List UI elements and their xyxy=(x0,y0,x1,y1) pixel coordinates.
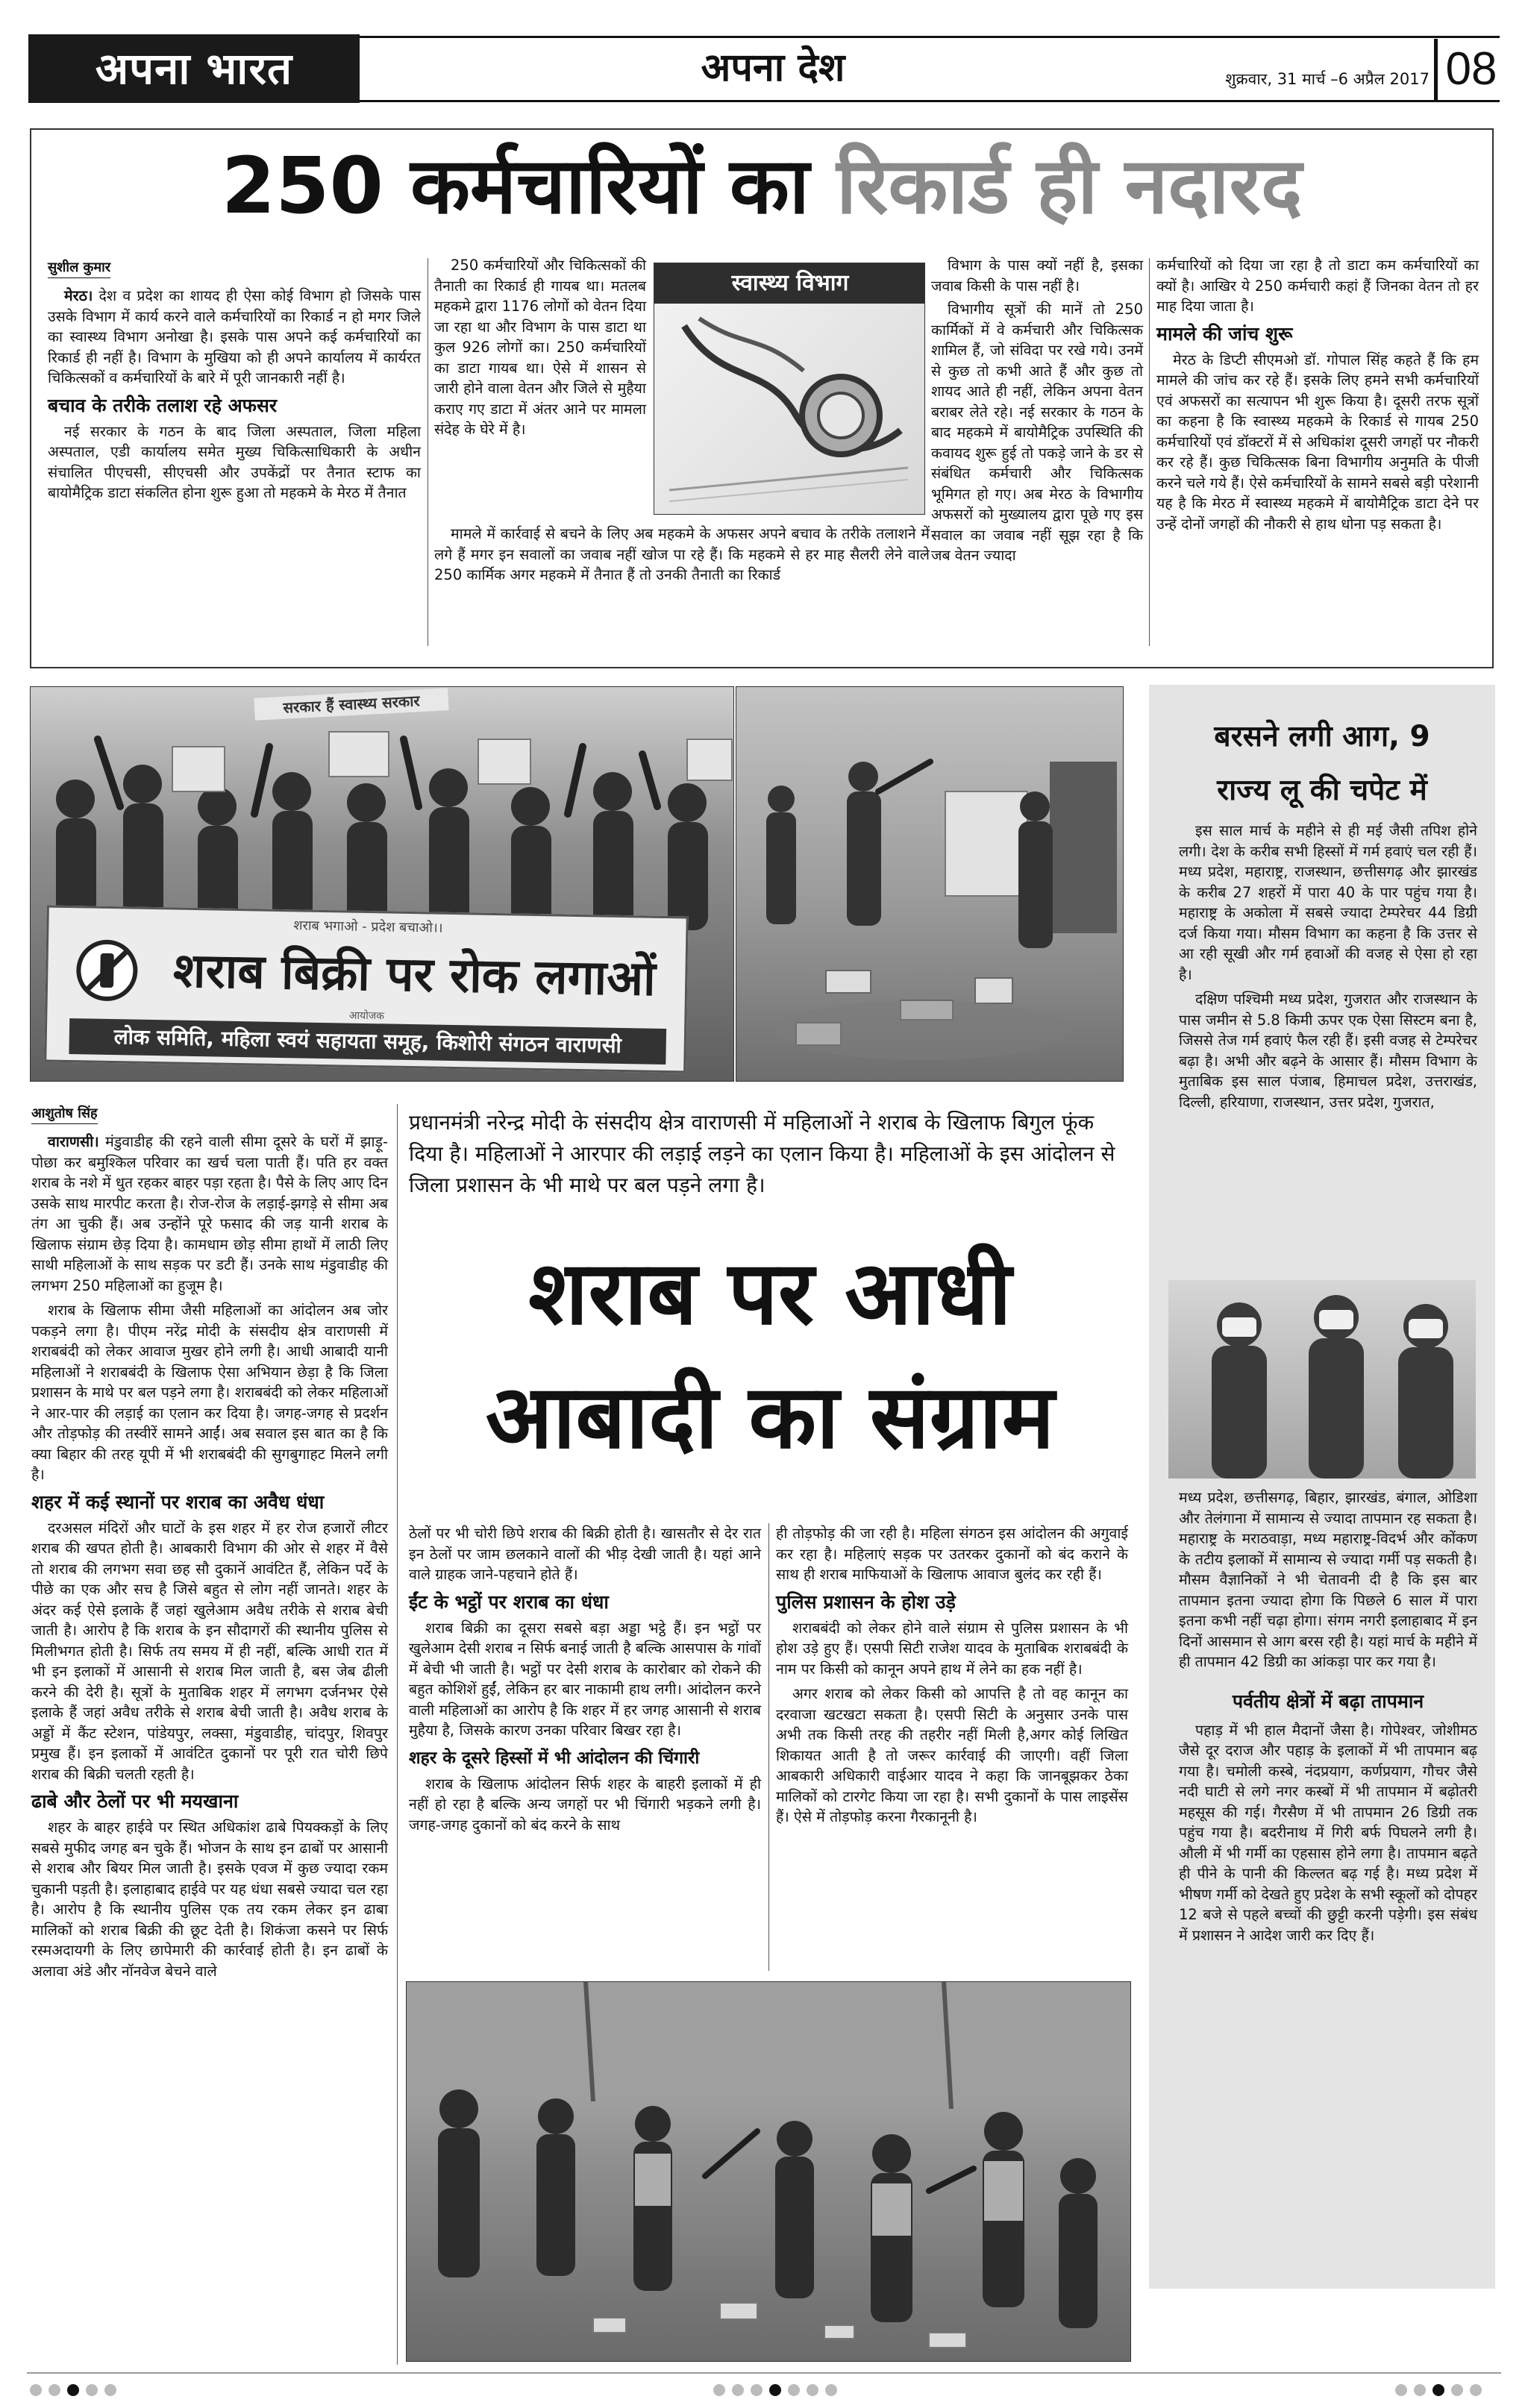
section-title: अपना देश xyxy=(701,45,845,90)
column-rule xyxy=(1149,258,1150,646)
story1-subheading-2: मामले की जांच शुरू xyxy=(1156,322,1293,345)
story1-headline xyxy=(31,137,1492,234)
story2-column-3 xyxy=(776,1523,1128,1828)
story1-paragraph: कर्मचारियों को दिया जा रहा है तो डाटा कम कर्मचारियों का क्यों है। आखिर ये 250 कर्मचारी कहां हैं जिनका वेतन तो हर माह दिया जाता है। xyxy=(1156,257,1479,315)
story1-column-3 xyxy=(931,255,1143,566)
column-rule xyxy=(397,1104,398,2365)
story2-paragraph: शहर के बाहर हाईवे पर स्थित अधिकांश ढाबे पियक्कड़ों के लिए सबसे मुफीद जगह बन चुके हैं। भोजन के साथ इन ढाबों पर आसानी से शराब और बियर मिल जाती है। इसके एवज में कुछ ज्यादा रकम चुकानी पड़ती है। इलाहाबाद हाईवे पर यह धंधा सबसे ज्यादा चल रहा है। आरोप है कि स्थानीय पुलिस एक तय रकम लेकर इन ढाबा मालिकों को शराब बिक्री की छूट देती है। शिकंजा कसने पर सिर्फ रस्मअदायगी के लिए छापेमारी की कार्रवाई होती है। इन ढाबों के अलावा अंडे और नॉनवेज बेचने वाले xyxy=(31,1819,388,1980)
story3-subheading: पर्वतीय क्षेत्रों में बढ़ा तापमान xyxy=(1232,1690,1424,1712)
footer-dots-left xyxy=(30,2384,116,2396)
photo-tag-health-department: स्वास्थ्य विभाग xyxy=(654,263,925,304)
story2-paragraph: ही तोड़फोड़ की जा रही है। महिला संगठन इस आंदोलन की अगुवाई कर रहा है। महिलाएं सड़क पर उतरकर दुकानों को बंद कराने के साथ ही शराब माफियाओं के खिलाफ आवाज बुलंद कर रही हैं। xyxy=(776,1525,1128,1583)
page-number: 08 xyxy=(1445,43,1497,95)
footer-dot xyxy=(104,2384,116,2396)
story2-column-2 xyxy=(409,1523,761,1835)
story1-byline: सुशील कुमार xyxy=(48,258,110,278)
footer-rule xyxy=(27,2372,1501,2374)
story1-column-1 xyxy=(48,258,421,504)
story3-headline-line-1: बरसने लगी आग, 9 xyxy=(1214,720,1430,753)
page-number-divider xyxy=(1434,39,1438,101)
story1-paragraph: मेरठ। देश व प्रदेश का शायद ही ऐसा कोई विभाग हो जिसके पास उसके विभाग में कार्य करने वाले कर्मचारियों का रिकार्ड न हो मगर जिले का स्वास्थ्य विभाग अनोखा है। इसके पास अपने कई कर्मचारियों का रिकार्ड ही नहीं है। विभाग के मुखिया को ही अपने कार्यालय में कार्यरत चिकित्सकों व कर्मचारियों के बारे में पूरी जानकारी नहीं है। xyxy=(48,287,421,386)
story3-text-top xyxy=(1179,821,1477,1112)
footer-dot xyxy=(48,2384,60,2396)
footer-dot xyxy=(1395,2384,1407,2396)
footer-dot xyxy=(751,2384,763,2396)
protest-rally-photo xyxy=(30,686,734,1082)
story2-paragraph: शराब के खिलाफ सीमा जैसी महिलाओं का आंदोलन अब जोर पकड़ने लगा है। पीएम नरेंद्र मोदी के संसदीय क्षेत्र वाराणसी में शराबबंदी को लेकर आवाज मुखर होने लगी है। आधी आबादी यानी महिलाओं ने शराबबंदी के खिलाफ ऐसा अभियान छेड़ा है कि जिला प्रशासन के माथे पर बल पड़ने लगा है। शराबबंदी को लेकर महिलाओं ने आर-पार की लड़ाई का एलान कर दिया है। जगह-जगह से प्रदर्शन और तोड़फोड़ की तस्वीरें सामने आईं। अब सवाल इस बात का है कि क्या बिहार की तरह यूपी में भी शराबबंदी की सुगबुगाहट मिलने लगी है। xyxy=(31,1302,388,1483)
no-liquor-icon xyxy=(75,938,140,1003)
story2-subheading-brick-kilns: ईंट के भट्ठों पर शराब का धंधा xyxy=(409,1590,609,1613)
footer-dot xyxy=(807,2384,818,2396)
masthead-logo[interactable]: अपना भारत xyxy=(28,34,360,103)
story2-paragraph: शराब के खिलाफ आंदोलन सिर्फ शहर के बाहरी इलाकों में ही नहीं हो रहा है बल्कि अन्य जगहों पर भी चिंगारी भड़कने लगी है। जगह-जगह दुकानों को बंद करने के साथ xyxy=(409,1775,761,1834)
footer-dot-active xyxy=(67,2384,79,2396)
footer-dot xyxy=(732,2384,744,2396)
story1-paragraph: 250 कर्मचारियों और चिकित्सकों की तैनाती का रिकार्ड ही गायब था। मतलब महकमे द्वारा 1176 लोगों को वेतन दिया जा रहा था और विभाग के पास डाटा था कुल 926 लोगों का। 250 कर्मचारियों का डाटा गायब था। ऐसे में शासन से जारी होने वाला वेतन और जिले से मुहैया कराए गए डाटा में अंतर आने पर मामला संदेह के घेरे में है। xyxy=(434,257,646,438)
heatwave-women-photo xyxy=(1168,1280,1476,1479)
story2-byline: आशुतोष सिंह xyxy=(31,1104,98,1124)
story2-paragraph: दरअसल मंदिरों और घाटों के इस शहर में हर रोज हजारों लीटर शराब की खपत होती है। आबकारी विभाग की ओर से शहर में वैसे तो शराब की लगभग सवा छह सौ दुकानें आवंटित हैं, लेकिन पर्दे के पीछे का एक और सच है जिसे बहुत से लोग नहीं जानते। शहर के अंदर कई ऐसे इलाके हैं जहां खुलेआम अवैध तरीके से शराब बेची जाती है। आरोप है कि शराब के इन सौदागरों की स्थानीय पुलिस से मिलीभगत होती है। सिर्फ तय समय में ही नहीं, बल्कि आधी रात में भी इन इलाकों में आसानी से शराब मिल जाती है, बस जेब ढीली करने की देरी है। सूत्रों के मुताबिक शहर में लगभग दर्जनभर ऐसे इलाके हैं जहां अवैध तरीके से शराब बेची जाती है। अवैध शराब के अड्डों में कैंट स्टेशन, पांडेयपुर, लक्सा, मंडुवाडीह, चांदपुर, शिवपुर प्रमुख हैं। इन इलाकों में आवंटित दुकानों पर पूरी रात चोरी छिपे शराब की बिक्री चलती रहती है। xyxy=(31,1519,388,1783)
masthead-top-rule xyxy=(360,36,1500,38)
footer-dot xyxy=(1470,2384,1482,2396)
banner-slogan-small: शराब भगाओ - प्रदेश बचाओ।। xyxy=(293,918,443,936)
story3-paragraph: दक्षिण पश्चिमी मध्य प्रदेश, गुजरात और राजस्थान के पास जमीन से 5.8 किमी ऊपर एक ऐसा सिस्टम बना है, जिससे तेज गर्म हवाएं फैल रही हैं। इसी वजह से टेम्परेचर बढ़ा है। अभी और बढ़ने के आसार हैं। मौसम विभाग के मुताबिक इस साल पंजाब, हिमाचल प्रदेश, उत्तराखंड, दिल्ली, हरियाणा, राजस्थान, उत्तर प्रदेश, गुजरात, xyxy=(1179,991,1477,1111)
story2-column-1 xyxy=(31,1104,388,1981)
story2-paragraph: अगर शराब को लेकर किसी को आपत्ति है तो वह कानून का दरवाजा खटखटा सकता है। एसपी सिटी के अनुसार उनके पास अभी तक किसी तरह की तहरीर नहीं मिली है,अगर कोई लिखित शिकायत आती है तो जरूर कार्रवाई की जाएगी। वहीं जिला आबकारी अधिकारी वाईआर यादव ने कहा कि जानबूझकर ठेका मालिकों को टारगेट किया जा रहा है। सभी दुकानों के पास लाइसेंस हैं। ऐसे में तोड़फोड़ करना गैरकानूनी है। xyxy=(776,1685,1128,1825)
footer-dot xyxy=(1414,2384,1426,2396)
story2-subheading-police: पुलिस प्रशासन के होश उड़े xyxy=(776,1590,956,1613)
story1-headline-part-b: रिकार्ड ही नदारद xyxy=(836,140,1303,231)
story2-deck: प्रधानमंत्री नरेन्द्र मोदी के संसदीय क्षेत्र वाराणसी में महिलाओं ने शराब के खिलाफ बिगुल फूंक दिया है। महिलाओं ने आरपार की लड़ाई लड़ने का एलान किया है। महिलाओं के इस आंदोलन से जिला प्रशासन के भी माथे पर बल पड़ने लगा है। xyxy=(409,1110,1115,1197)
crowd-clash-scene xyxy=(407,1982,1131,2362)
heatwave-sidebar xyxy=(1149,685,1495,2289)
footer-dots-right xyxy=(1395,2384,1482,2396)
story1-paragraph: मामले में कार्रवाई से बचने के लिए अब महकमे के अफसर अपने बचाव के तरीके तलाशने में लगे हैं मगर इन सवालों का जवाब नहीं खोज पा रहे हैं। कि महकमे से हर माह सैलरी लेने वाले 250 कार्मिक अगर महकमे में तैनात हैं तो उनकी तैनाती का रिकार्ड xyxy=(434,525,930,583)
story3-paragraph: मध्य प्रदेश, छत्तीसगढ़, बिहार, झारखंड, बंगाल, ओडिशा और तेलंगाना में सामान्य से ज्यादा तापमान रह सकता है। महाराष्ट्र के मराठवाड़ा, मध्य महाराष्ट्र-विदर्भ और कोंकण के तटीय इलाकों में सामान्य से ज्यादा गर्मी पड़ सकती है। मौसम वैज्ञानिकों ने भी चेतावनी दी है कि इस बार तापमान इतना ज्यादा होगा कि पिछले 6 साल में पारा इतना कभी नहीं चढ़ा होगा। संगम नगरी इलाहाबाद में इन दिनों आसमान से आग बरस रही है। यहां मार्च के महीने में ही तापमान 42 डिग्री का आंकड़ा पार कर गया है। xyxy=(1179,1489,1477,1670)
story1-column-2-wide xyxy=(434,524,930,586)
story2-headline xyxy=(409,1231,1131,1479)
story2-headline-line-1: शराब पर आधी xyxy=(528,1241,1012,1344)
story2-paragraph: शराबबंदी को लेकर होने वाले संग्राम से पुलिस प्रशासन के भी होश उड़े हुए हैं। एसपी सिटी राजेश यादव के मुताबिक शराबबंदी के नाम पर किसी को कानून अपने हाथ में लेने का हक नहीं है। xyxy=(776,1619,1128,1678)
vandalism-scene xyxy=(736,687,1124,1082)
story3-headline xyxy=(1156,710,1488,818)
footer-dot xyxy=(713,2384,725,2396)
story1-paragraph: नई सरकार के गठन के बाद जिला अस्पताल, जिला महिला अस्पताल, एडी कार्यालय समेत मुख्य चिकित्साधिकारी के अधीन संचालित पीएचसी, सीएचसी और उपकेंद्रों पर तैनात स्टाफ का बायोमैट्रिक डाटा संकलित होना शुरू हुआ तो महकमे के मेरठ में तैनात xyxy=(48,422,421,501)
story2-headline-line-2: आबादी का संग्राम xyxy=(485,1365,1055,1468)
story3-paragraph: पहाड़ में भी हाल मैदानों जैसा है। गोपेश्वर, जोशीमठ जैसे दूर दराज और पहाड़ के इलाकों में भी तापमान बढ़ गया है। चमोली कस्बे, नंदप्रयाग, कर्णप्रयाग, गौचर जैसे नदी घाटी से लगे नगर कस्बों में भी तापमान में बढ़ोतरी महसूस की गई। गैरसैण में भी तापमान 26 डिग्री तक पहुंच गया है। बदरीनाथ में गिरी बर्फ पिघलने लगी है। औली में भी गर्मी का एहसास होने लगा है। तापमान बढ़ते ही पीने के पानी की किल्लत बढ़ गई है। मध्य प्रदेश में भीषण गर्मी को देखते हुए प्रदेश के सभी स्कूलों को दोपहर 12 बजे से पहले बच्चों की छुट्टी करनी पड़ेगी। इस संबंध में प्रशासन ने आदेश जारी कर दिए हैं। xyxy=(1179,1721,1477,1944)
story1-paragraph: विभाग के पास क्यों नहीं है, इसका जवाब किसी के पास नहीं है। xyxy=(931,257,1143,295)
footer-dot-active xyxy=(1432,2384,1444,2396)
story1-subheading-1: बचाव के तरीके तलाश रहे अफसर xyxy=(48,394,278,416)
story-box-health-records xyxy=(30,128,1494,668)
story1-paragraph: मेरठ के डिप्टी सीएमओ डॉ. गोपाल सिंह कहते हैं कि हम मामले की जांच कर रहे हैं। इसके लिए हमने सभी कर्मचारियों एवं अफसरों का सत्यापन भी शुरू किया है। दूसरी तरफ सूत्रों का कहना है कि स्वास्थ्य महकमे के रिकार्ड से गायब 250 कर्मचारियों एवं डॉक्टरों में से अधिकांश दूसरी जगहों पर नौकरी कर रहे हैं। कुछ चिकित्सक बिना विभागीय अनुमति के पीजी करने चले गये हैं। ऐसे कर्मचारियों के सामने सबसे बड़ी परेशानी यह है कि मेरठ में स्वास्थ्य महकमे में बायोमैट्रिक डाटा देने पर उन्हें दोनों जगहों की नौकरी से हाथ धोना पड़ सकता है। xyxy=(1156,351,1479,533)
banner-organizers: लोक समिति, महिला स्वयं सहायता समूह, किशोरी संगठन वाराणसी xyxy=(69,1018,666,1065)
footer-dot xyxy=(86,2384,98,2396)
column-rule xyxy=(768,1523,769,1971)
footer-dot-active xyxy=(769,2384,781,2396)
masthead xyxy=(27,31,1501,109)
story2-paragraph: वाराणसी। मंडुवाडीह की रहने वाली सीमा दूसरे के घरों में झाड़ू-पोछा कर बमुश्किल परिवार का खर्च चला पाती हैं। पति हर वक्त शराब के नशे में धुत रहकर बाहर पड़ा रहता है। पैसे के लिए आए दिन उसके साथ मारपीट करता है। रोज-रोज के लड़ाई-झगड़े से सीमा अब तंग आ चुकी हैं। अब उन्होंने पूरे फसाद की जड़ यानी शराब के खिलाफ संग्राम छेड़ दिया है। कामधाम छोड़ सीमा हाथों में लाठी लिए साथी महिलाओं के साथ सड़क पर डटी हैं। उनके साथ मंडुवाडीह की लगभग 250 महिलाओं का हुजूम है। xyxy=(31,1133,388,1294)
story2-subheading-dhabas: ढाबे और ठेलों पर भी मयखाना xyxy=(31,1790,239,1812)
footer-dots-middle xyxy=(713,2384,837,2396)
story2-paragraph: शराब बिक्री का दूसरा सबसे बड़ा अड्डा भट्ठे हैं। इन भट्ठों पर खुलेआम देसी शराब न सिर्फ बनाई जाती है बल्कि आसपास के गांवों में बेची भी जाती है। भट्ठों पर देसी शराब के कारोबार को रोकने की बहुत कोशिशें हुईं, लेकिन हर बार नाकामी हाथ लगी। आंदोलन करने वाली महिलाओं का आरोप है कि शहर में हर जगह आसानी से शराब मुहैया है, जिसके कारण उनका परिवार बिखर रहा है। xyxy=(409,1619,761,1739)
story2-paragraph: ठेलों पर भी चोरी छिपे शराब की बिक्री होती है। खासतौर से देर रात इन ठेलों पर जाम छलकाने वालों की भीड़ देखी जाती है। यहां आने वाले ग्राहक जाने-पहचाने होते हैं। xyxy=(409,1525,761,1583)
masthead-bottom-rule xyxy=(360,100,1500,102)
footer-dot xyxy=(825,2384,837,2396)
story1-column-2 xyxy=(434,255,646,440)
story1-headline-part-a: 250 कर्मचारियों का xyxy=(221,140,810,231)
dateline: वाराणसी। xyxy=(48,1133,99,1150)
story1-column-4 xyxy=(1156,255,1479,534)
footer-dot xyxy=(788,2384,800,2396)
street-clash-photo xyxy=(406,1981,1131,2362)
story3-text-bottom xyxy=(1179,1487,1477,1945)
stethoscope-photo xyxy=(654,263,925,515)
banner-main-slogan: शराब बिक्री पर रोक लगाओं xyxy=(172,943,657,1007)
dateline: मेरठ। xyxy=(64,287,93,304)
stethoscope-icon xyxy=(654,304,925,515)
story3-headline-line-2: राज्य लू की चपेट में xyxy=(1217,774,1427,807)
women-covered-faces-scene xyxy=(1168,1280,1476,1479)
story2-subheading-illegal-trade: शहर में कई स्थानों पर शराब का अवैध धंधा xyxy=(31,1490,325,1513)
issue-date: शुक्रवार, 31 मार्च –6 अप्रैल 2017 xyxy=(1225,70,1430,88)
story1-paragraph: विभागीय सूत्रों की मानें तो 250 कार्मिकों में वे कर्मचारी और चिकित्सक शामिल हैं, जो संविदा पर रखे गये। उनमें से कुछ तो कभी आते हैं और कुछ तो शायद आते ही नहीं, लेकिन अपना वेतन बराबर लेते रहे। नई सरकार के गठन के बाद महकमे में बायोमैट्रिक उपस्थिति की कवायद शुरू हुई तो पकड़े जाने के डर से संबंधित कर्मचारी और चिकित्सक भूमिगत हो गए। अब मेरठ के विभागीय अफसरों को मुख्यालय द्वारा पूछे गए इस सवाल का जवाब नहीं सूझ रहा है कि जब वेतन ज्यादा xyxy=(931,301,1143,564)
liquor-shop-vandalism-photo xyxy=(736,686,1124,1082)
story2-subheading-spark: शहर के दूसरे हिस्सों में भी आंदोलन की चिंगारी xyxy=(409,1748,700,1768)
protest-banner xyxy=(44,906,689,1073)
footer-dot xyxy=(1451,2384,1463,2396)
banner-organizer-label: आयोजक xyxy=(348,1009,385,1023)
footer-dot xyxy=(30,2384,42,2396)
story3-paragraph: इस साल मार्च के महीने से ही मई जैसी तपिश होने लगी। देश के करीब सभी हिस्सों में गर्म हवाएं चल रही हैं। मध्य प्रदेश, महाराष्ट्र, राजस्थान, छत्तीसगढ़ और झारखंड के करीब 27 शहरों में पारा 40 के पार पहुंच गया है। महाराष्ट्र के अकोला में सबसे ज्यादा टेम्परेचर 44 डिग्री दर्ज किया गया। मौसम विभाग का कहना है कि उत्तर से आ रही सूखी और गर्म हवाओं की वजह से ऐसा हो रहा है। xyxy=(1179,822,1477,983)
top-banner-text: सरकार हैं स्वास्थ्य सरकार xyxy=(254,688,448,721)
